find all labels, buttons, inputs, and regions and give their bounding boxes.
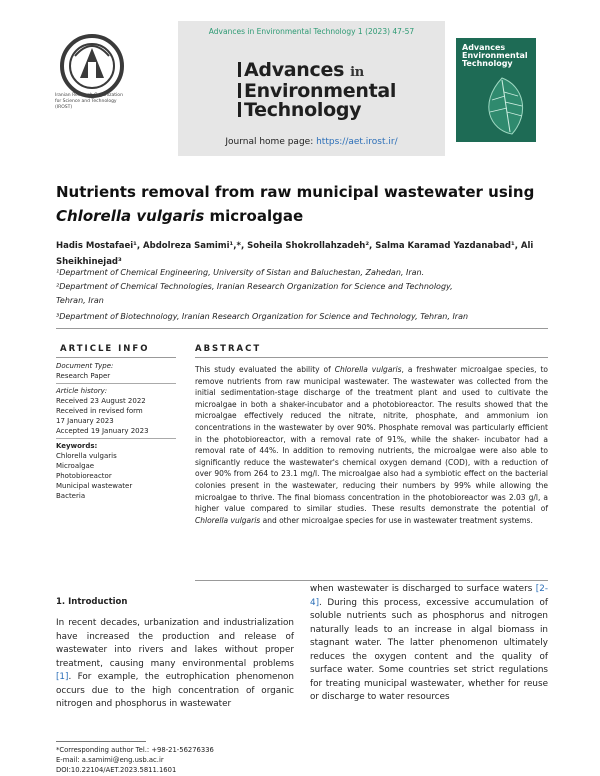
corresponding-author: *Corresponding author Tel.: +98-21-56276336 — [56, 746, 214, 754]
journal-cover — [456, 38, 536, 142]
history-label: Article history: — [56, 387, 108, 395]
journal-citation: Advances in Environmental Technology 1 (2023) 47-57 — [208, 27, 415, 36]
abstract-divider — [195, 357, 548, 358]
journal-homepage — [178, 137, 445, 147]
affiliation-2a: ²Department of Chemical Technologies, Iranian Research Organization for Science and Technology, — [56, 282, 453, 291]
keyword-item: Photobioreactor — [56, 472, 112, 480]
info-divider — [56, 357, 176, 358]
keyword-item: Microalgae — [56, 462, 95, 470]
keyword-item: Chlorella vulgaris — [56, 452, 117, 460]
title-line1: Nutrients removal from raw municipal wastewater using — [56, 183, 535, 201]
intro-text: . For example, the eutrophication phenomenon occurs due to the high concentration of organic nitrogen and phosphorus in wastewater — [56, 672, 294, 709]
homepage-link[interactable]: https://aet.irost.ir/ — [316, 137, 398, 147]
keywords-label: Keywords: — [56, 442, 98, 450]
brand-mark: in — [350, 65, 364, 80]
title-species: Chlorella vulgaris — [56, 207, 205, 225]
leaf-icon — [472, 74, 532, 138]
author-email: E-mail: a.samimi@eng.usb.ac.ir — [56, 756, 164, 764]
citation-link[interactable]: [1] — [56, 672, 69, 682]
doc-type-label: Document Type: — [56, 362, 114, 370]
intro-text: In recent decades, urbanization and industrialization have increased the production and release of wastewater into rivers and lakes without proper treatment, causing many environmental problems — [56, 618, 294, 669]
irost-logo-icon — [55, 26, 165, 136]
keyword-item: Municipal wastewater — [56, 482, 133, 490]
brand-line2: Environmental — [244, 80, 397, 102]
intro-text: when wastewater is discharged to surface waters — [310, 584, 536, 594]
doc-type: Research Paper — [56, 372, 111, 380]
brand-line3: Technology — [244, 99, 362, 121]
article-info-heading: ARTICLE INFO — [60, 344, 150, 354]
journal-brand — [238, 61, 396, 120]
article-title — [56, 180, 548, 228]
abstract-species: Chlorella vulgaris — [195, 515, 261, 525]
citation-link[interactable]: [2-4] — [310, 584, 548, 608]
article-info — [56, 361, 176, 501]
history-accepted: Accepted 19 January 2023 — [56, 427, 149, 435]
affiliation-divider — [56, 328, 548, 329]
footnote-divider — [56, 741, 146, 742]
affiliation-1: ¹Department of Chemical Engineering, University of Sistan and Baluchestan, Zahedan, Iran. — [56, 268, 425, 277]
abstract-part: , a freshwater microalgae species, to remove nutrients from raw municipal wastewater. The wastewater was collected from the initial sedimentation-stage discharge of the treatment plant and used to cultivate the microalgae in both a shaker-incubator and a photobioreactor. The results showed that the microalgae effectively reduced the nitrate, nitrite, phosphate, and ammonium ion concentrations in the wastewater by over 90%. Phosphate removal was particularly efficient in the photobioreactor, with a removal rate of 91%, while the shaker- incubator had a removal rate of 44%. In addition to removing nutrients, the microalgae were also able to significantly reduce the wastewater's chemical oxygen demand (COD), with a reduction of over 90% from 264 to 23.1 mg/l. The microalgae also had a symbiotic effect on the bacterial colonies present in the wastewater, reducing their numbers by 99% while allowing the microalgae to thrive. The final biomass concentration in the photobioreactor was 2.03 g/l, a higher value compared to similar studies. These results demonstrate the potential of — [195, 365, 548, 514]
intro-right-column — [310, 583, 548, 705]
affiliation-2b: Tehran, Iran — [56, 296, 104, 305]
abstract-part: This study evaluated the ability of — [195, 365, 335, 374]
abstract-species: Chlorella vulgaris — [334, 365, 402, 374]
article-doi: DOI:10.22104/AET.2023.5811.1601 — [56, 766, 177, 774]
journal-header — [178, 21, 445, 156]
brand-line1: Advances — [244, 59, 345, 81]
abstract-heading: ABSTRACT — [195, 344, 262, 354]
history-revised-label: Received in revised form — [56, 407, 143, 415]
authors-line1: Hadis Mostafaei¹, Abdolreza Samimi¹,*, Soheila Shokrollahzadeh², Salma Karamad Yazdanabad¹, Ali — [56, 241, 534, 251]
intro-text: . During this process, excessive accumulation of soluble nutrients such as phosphorus and nitrogen naturally leads to an increase in algal biomass in stagnant water. The latter phenomenon ultimately reduces the oxygen content and the quality of surface water. Some countries set strict regulations for treating municipal wastewater, whether for reuse or discharge to water resources — [310, 597, 548, 702]
abstract-part: and other microalgae species for use in wastewater treatment systems. — [260, 515, 533, 525]
affiliation-3: ³Department of Biotechnology, Iranian Research Organization for Science and Technology, Tehran, Iran — [56, 312, 469, 321]
irost-logo-text: Iranian Research Organization for Science and Technology (IROST) — [55, 93, 123, 110]
history-revised-date: 17 January 2023 — [56, 417, 114, 425]
authors-line2: Sheikhinejad³ — [56, 257, 122, 267]
abstract-text — [195, 364, 548, 526]
homepage-label: Journal home page: — [225, 137, 317, 147]
keyword-item: Bacteria — [56, 492, 86, 500]
footnote — [56, 745, 296, 775]
intro-heading: 1. Introduction — [56, 597, 128, 607]
title-tail: microalgae — [204, 207, 304, 225]
abstract-end-divider — [195, 580, 548, 581]
cover-title: Advances Environmental Technology — [462, 43, 528, 68]
history-received: Received 23 August 2022 — [56, 397, 146, 405]
intro-left-column — [56, 617, 294, 712]
